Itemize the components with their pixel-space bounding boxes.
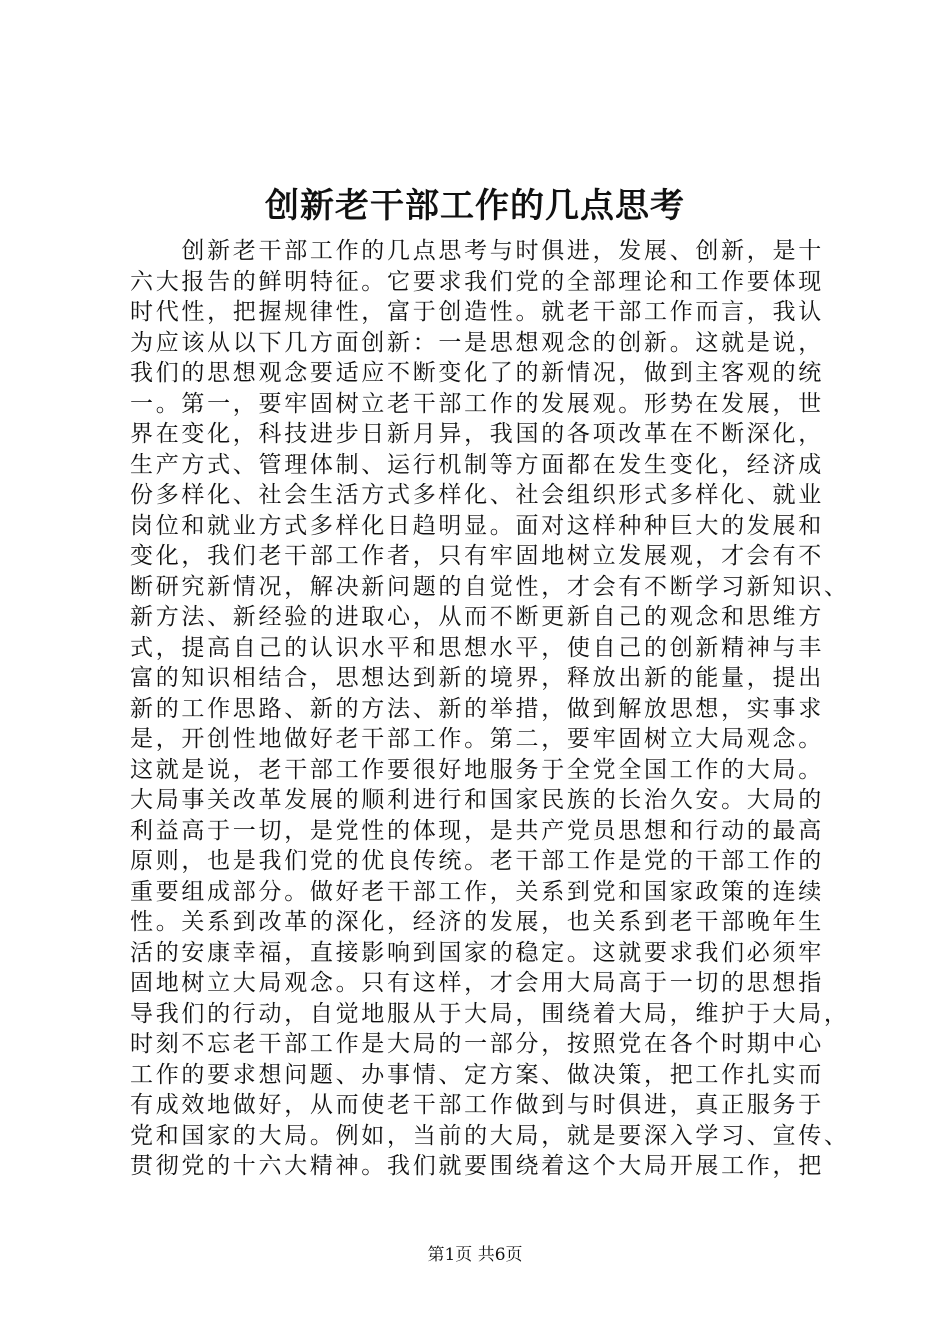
text-line: 重要组成部分。做好老干部工作，关系到党和国家政策的连续 xyxy=(130,878,824,905)
text-line: 固地树立大局观念。只有这样，才会用大局高于一切的思想指 xyxy=(130,970,824,996)
text-line: 大局事关改革发展的顺利进行和国家民族的长治久安。大局的 xyxy=(130,787,824,813)
text-line: 时刻不忘老干部工作是大局的一部分，按照党在各个时期中心 xyxy=(130,1031,824,1057)
text-line: 导我们的行动，自觉地服从于大局，围绕着大局，维护于大局， xyxy=(130,1000,850,1027)
body-paragraph xyxy=(130,236,850,1182)
text-line: 我们的思想观念要适应不断变化了的新情况，做到主客观的统 xyxy=(130,360,824,386)
text-line: 岗位和就业方式多样化日趋明显。面对这样种种巨大的发展和 xyxy=(130,512,824,539)
text-line: 式，提高自己的认识水平和思想水平，使自己的创新精神与丰 xyxy=(130,634,824,661)
text-line: 贯彻党的十六大精神。我们就要围绕着这个大局开展工作，把 xyxy=(130,1153,824,1179)
text-line: 活的安康幸福，直接影响到国家的稳定。这就要求我们必须牢 xyxy=(130,939,824,966)
text-line: 界在变化，科技进步日新月异，我国的各项改革在不断深化， xyxy=(130,421,824,447)
text-line: 是，开创性地做好老干部工作。第二，要牢固树立大局观念。 xyxy=(130,726,824,752)
text-line: 断研究新情况，解决新问题的自觉性，才会有不断学习新知识、 xyxy=(130,573,850,600)
text-line: 利益高于一切，是党性的体现，是共产党员思想和行动的最高 xyxy=(130,817,824,844)
text-line: 生产方式、管理体制、运行机制等方面都在发生变化，经济成 xyxy=(130,451,824,478)
text-line: 创新老干部工作的几点思考与时俱进，发展、创新，是十 xyxy=(130,238,824,264)
text-line: 工作的要求想问题、办事情、定方案、做决策，把工作扎实而 xyxy=(130,1061,824,1088)
text-line: 六大报告的鲜明特征。它要求我们党的全部理论和工作要体现 xyxy=(130,268,824,295)
document-title: 创新老干部工作的几点思考 xyxy=(265,186,685,226)
text-line: 一。第一，要牢固树立老干部工作的发展观。形势在发展，世 xyxy=(130,390,824,417)
text-line: 为应该从以下几方面创新：一是思想观念的创新。这就是说， xyxy=(130,329,824,356)
page-number-footer: 第1页 共6页 xyxy=(427,1245,523,1265)
text-line: 原则，也是我们党的优良传统。老干部工作是党的干部工作的 xyxy=(130,848,824,874)
text-line: 这就是说，老干部工作要很好地服务于全党全国工作的大局。 xyxy=(130,756,824,783)
text-line: 性。关系到改革的深化，经济的发展，也关系到老干部晚年生 xyxy=(130,909,824,935)
text-line: 变化，我们老干部工作者，只有牢固地树立发展观，才会有不 xyxy=(130,543,824,569)
text-line: 新的工作思路、新的方法、新的举措，做到解放思想，实事求 xyxy=(130,695,824,722)
text-line: 份多样化、社会生活方式多样化、社会组织形式多样化、就业 xyxy=(130,482,824,508)
text-line: 新方法、新经验的进取心，从而不断更新自己的观念和思维方 xyxy=(130,604,824,630)
text-line: 党和国家的大局。例如，当前的大局，就是要深入学习、宣传、 xyxy=(130,1122,850,1149)
text-line: 富的知识相结合，思想达到新的境界，释放出新的能量，提出 xyxy=(130,665,824,691)
text-line: 时代性，把握规律性，富于创造性。就老干部工作而言，我认 xyxy=(130,299,824,325)
text-line: 有成效地做好，从而使老干部工作做到与时俱进，真正服务于 xyxy=(130,1092,824,1118)
